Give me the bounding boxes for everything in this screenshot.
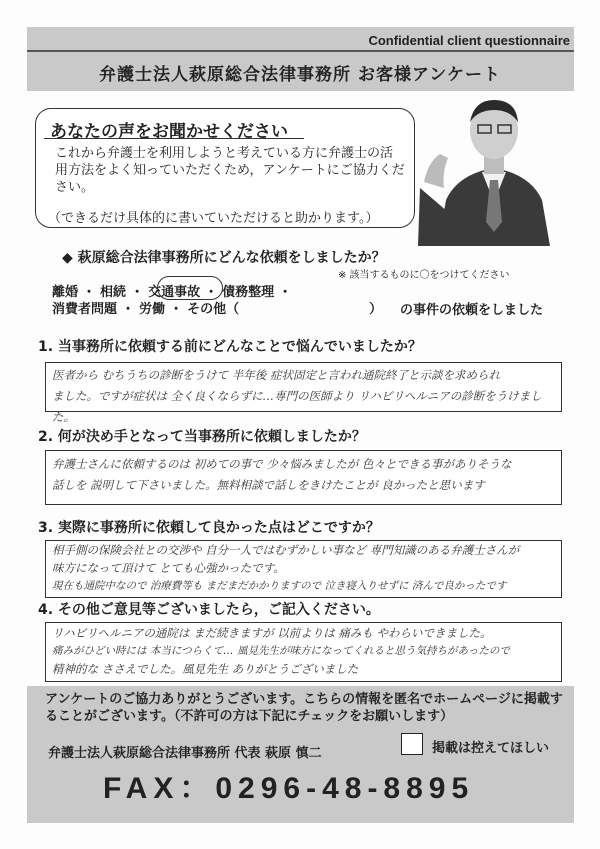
answer-line: リハビリヘルニアの通院は まだ続きますが 以前よりは 痛みも やわらいできました。: [52, 626, 492, 640]
question-2: 2. 何が決め手となって当事務所に依頼しましたか？: [38, 429, 366, 445]
case-options-line1: 離婚 ・ 相続 ・ 交通事故 ・ 債務整理 ・: [52, 285, 292, 300]
fax-number: FAX：0296-48-8895: [103, 772, 475, 805]
answer-line: 相手側の保険会社との交渉や 自分一人ではむずかしい事など 専門知識のある弁護士さんが: [52, 543, 520, 557]
decline-publish-label: 掲載は控えてほしい: [432, 741, 550, 756]
lawyer-photo: [418, 92, 570, 246]
answer-line: 医者から むちうちの診断をうけて 半年後 症状固定と言われ通院終了と示談を求められ: [52, 368, 500, 382]
answer-line: 弁護士さんに依頼するのは 初めての事で 少々悩みましたが 色々とできる事がありそうな: [52, 457, 512, 471]
case-suffix: の事件の依頼をしました: [400, 303, 544, 318]
thanks-text: アンケートのご協力ありがとうございます。こちらの情報を匿名でホームページに掲載することがございます。（不許可の方は下記にチェックをお願いします）: [45, 692, 563, 724]
header-rule: [27, 50, 574, 52]
answer-line: 味方になって頂けて とても心強かったです。: [52, 561, 285, 575]
page-title: 弁護士法人萩原総合法律事務所 お客様アンケート: [99, 65, 501, 85]
answer-line: 痛みがひどい時には 本当につらくて… 風見先生が味方になってくれると思う気持ちがあったので: [52, 645, 510, 657]
intro-underline: [44, 138, 304, 139]
answer-line: 現在も通院中なので 治療費等も まだまだかかりますので 泣き寝入りせずに 済んで良かったです: [52, 580, 507, 592]
question-3: 3. 実際に事務所に依頼して良かった点はどこですか？: [38, 520, 380, 536]
answer-2: [52, 454, 557, 496]
firm-representative: 弁護士法人萩原総合法律事務所 代表 萩原 慎二: [48, 746, 322, 761]
intro-body: これから弁護士を利用しようと考えている方に弁護士の活用方法をよく知っていただくため，アンケートにご協力ください。: [55, 146, 405, 195]
answer-4: [52, 624, 557, 678]
case-type-note: ※ 該当するものに〇をつけてください: [338, 270, 510, 281]
question-4: 4. その他ご意見等ございましたら，ご記入ください。: [38, 602, 380, 618]
answer-line: ました。ですが症状は 全く良くならずに…専門の医師より リハビリヘルニアの診断をうけました。: [52, 389, 542, 424]
case-type-question: ◆ 萩原総合法律事務所にどんな依頼をしましたか？: [62, 250, 386, 266]
selected-case-circle: [157, 276, 223, 300]
intro-heading: あなたの声をお聞かせください: [50, 122, 288, 142]
decline-publish-checkbox[interactable]: [401, 733, 423, 755]
intro-note: （できるだけ具体的に書いていただけると助かります。）: [48, 211, 379, 226]
answer-1: [52, 365, 557, 428]
case-options-line2: 消費者問題 ・ 労働 ・ その他（ ）: [52, 302, 383, 317]
confidential-label: Confidential client questionnaire: [368, 33, 570, 48]
question-1: 1. 当事務所に依頼する前にどんなことで悩んでいましたか？: [38, 339, 422, 355]
answer-line: 話しを 説明して下さいました。無料相談で話しをきけたことが 良かったと思います: [52, 478, 485, 492]
answer-line: 精神的な ささえでした。風見先生 ありがとうございました: [52, 662, 359, 676]
answer-3: [52, 541, 557, 595]
